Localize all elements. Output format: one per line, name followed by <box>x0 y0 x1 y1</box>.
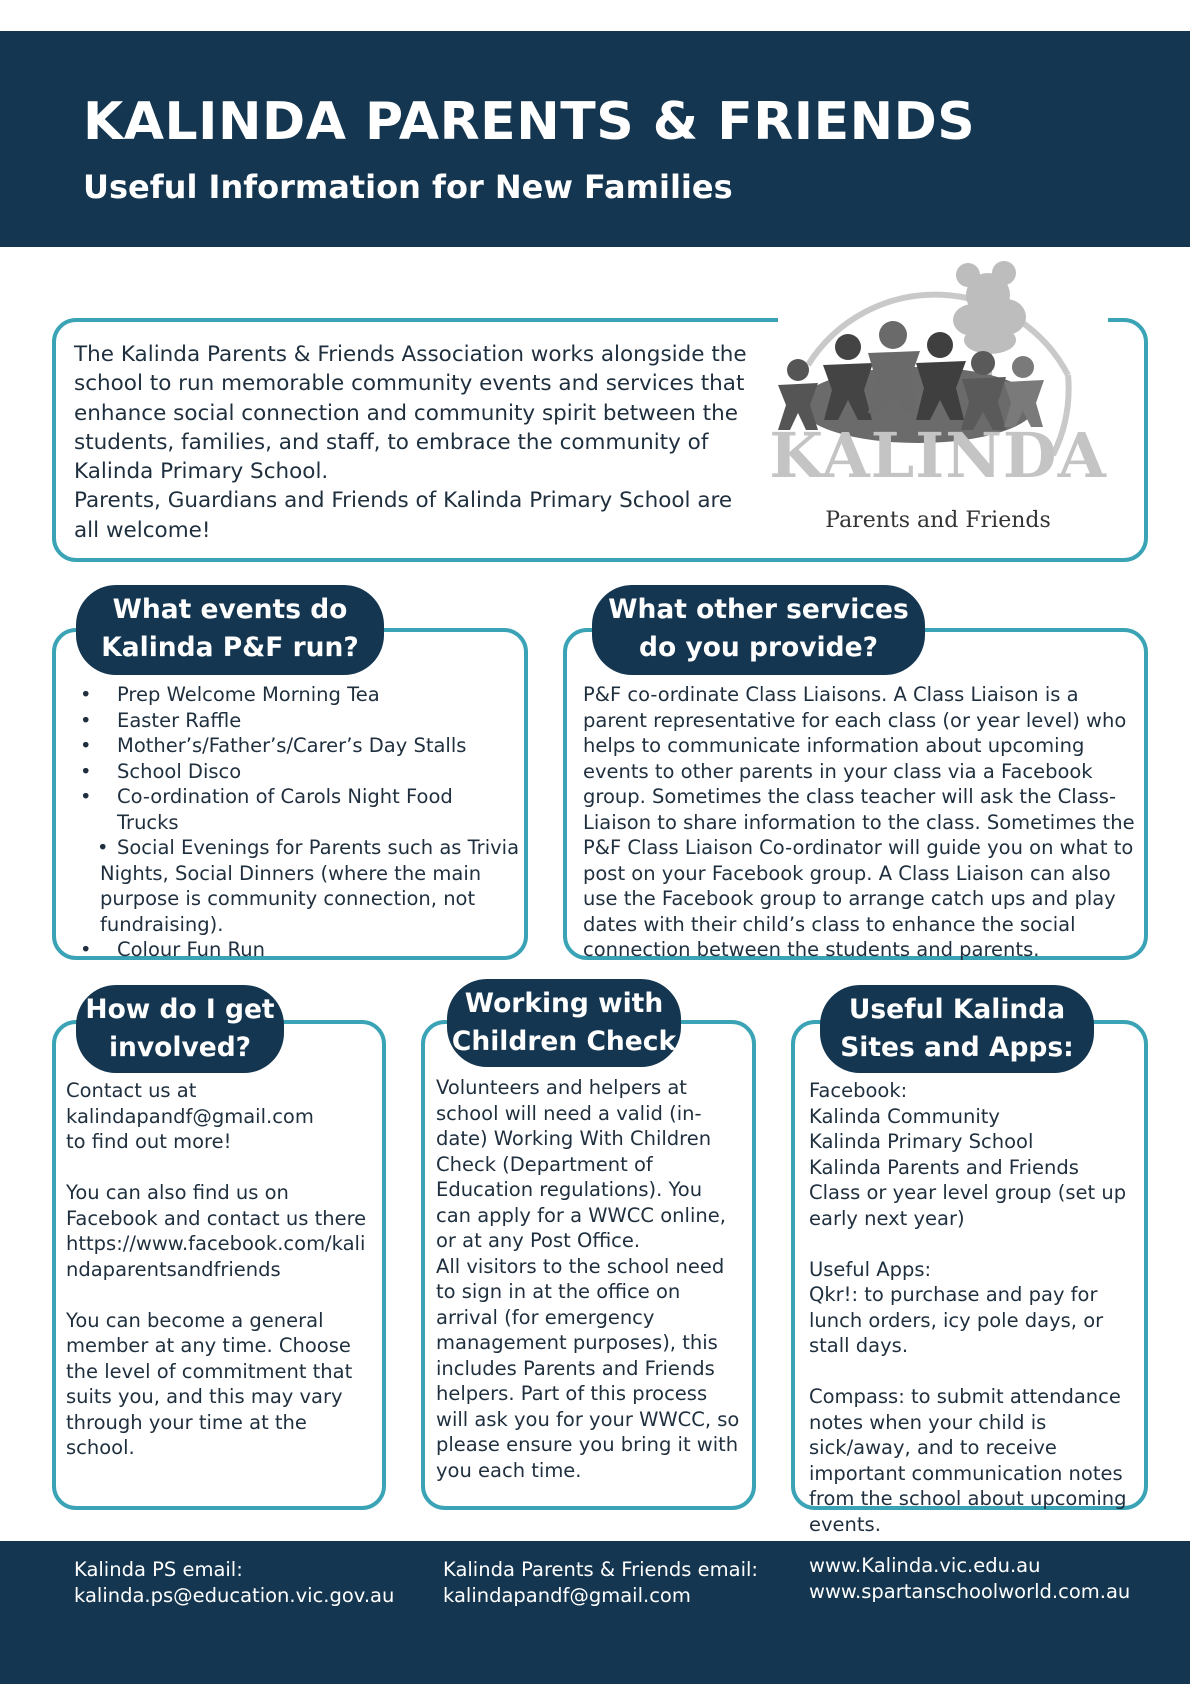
services-heading-line2: do you provide? <box>639 632 878 663</box>
kalinda-pf-logo <box>768 255 1108 545</box>
apps-heading-line1: Useful Kalinda <box>848 994 1066 1025</box>
footer-pf-label: Kalinda Parents & Friends email: <box>443 1558 758 1581</box>
footer-site-link-1[interactable]: www.Kalinda.vic.edu.au <box>809 1554 1041 1577</box>
page-subtitle: Useful Information for New Families <box>83 168 733 206</box>
involved-heading-line1: How do I get <box>85 994 275 1025</box>
apps-text: Facebook: Kalinda Community Kalinda Primary School Kalinda Parents and Friends Class or year level group (set up early next year) Useful Apps: Qkr!: to purchase and pay for lunch orders, icy pole days, or stall days. Compass: to submit attendance notes when your child is sick/away, and to receive important communication notes from the school about upcoming events. <box>809 1079 1127 1536</box>
logo-tagline: Parents and Friends <box>825 508 1051 533</box>
involved-text: Contact us at kalindapandf@gmail.com to find out more! You can also find us on Facebook and contact us there https://www.facebook.com/kali ndaparentsandfriends You can become a general member at any time. Choose the level of commitment that suits you, and this may vary through your time at the school. <box>66 1079 367 1459</box>
list-item: • Colour Fun Run <box>80 937 520 963</box>
footer-school-label: Kalinda PS email: <box>74 1558 243 1581</box>
events-list <box>80 682 520 963</box>
services-text: P&F co-ordinate Class Liaisons. A Class Liaison is a parent representative for each class (or year level) who helps to communicate information about upcoming events to other parents in your class via a Facebook group. Sometimes the class teacher will ask the Class-Liaison to share information to the class. Sometimes the P&F Class Liaison Co-ordinator will guide you on what to post on your Facebook group. A Class Liaison can also use the Facebook group to arrange catch ups and play dates with their child’s class to enhance the social connection between the students and parents. <box>583 683 1135 961</box>
footer-websites <box>809 1553 1130 1604</box>
wwcc-heading <box>447 979 681 1067</box>
events-heading-line1: What events do <box>112 594 348 625</box>
events-heading-line2: Kalinda P&F run? <box>101 632 359 663</box>
logo-wordmark: KALINDA <box>769 419 1107 492</box>
page-title: KALINDA PARENTS & FRIENDS <box>83 92 976 152</box>
services-heading <box>592 585 925 675</box>
involved-heading-line2: involved? <box>108 1032 252 1063</box>
apps-heading-line2: Sites and Apps: <box>840 1032 1074 1063</box>
list-item: • Co-ordination of Carols Night Food Trucks <box>80 784 520 835</box>
footer-school-email <box>74 1557 394 1608</box>
wwcc-text: Volunteers and helpers at school will need a valid (in-date) Working With Children Check (Department of Education regulations). You can apply for a WWCC online, or at any Post Office. All visitors to the school need to sign in at the office on arrival (for emergency management purposes), this includes Parents and Friends helpers. Part of this process will ask you for your WWCC, so please ensure you bring it with you each time. <box>436 1076 740 1482</box>
wwcc-heading-line2: Children Check <box>451 1026 677 1057</box>
footer-pf-email-link[interactable]: kalindapandf@gmail.com <box>443 1583 691 1607</box>
list-item: • Easter Raffle <box>80 708 520 734</box>
footer-school-email-link[interactable]: kalinda.ps@education.vic.gov.au <box>74 1583 395 1607</box>
list-item: • Prep Welcome Morning Tea <box>80 682 520 708</box>
list-item: • School Disco <box>80 759 520 785</box>
footer-pf-email <box>443 1557 758 1608</box>
apps-heading <box>820 985 1094 1073</box>
list-item: • Mother’s/Father’s/Carer’s Day Stalls <box>80 733 520 759</box>
footer-site-link-2[interactable]: www.spartanschoolworld.com.au <box>809 1579 1131 1603</box>
services-heading-line1: What other services <box>608 594 909 625</box>
events-heading <box>76 585 384 675</box>
list-item: • Social Evenings for Parents such as Trivia Nights, Social Dinners (where the main purpose is community connection, not fundraising). <box>80 835 520 937</box>
intro-text: The Kalinda Parents & Friends Association works alongside the school to run memorable community events and services that enhance social connection and community spirit between the students, families, and staff, to embrace the community of Kalinda Primary School. Parents, Guardians and Friends of Kalinda Primary School are all welcome! <box>74 342 747 543</box>
involved-heading <box>76 985 284 1073</box>
wwcc-heading-line1: Working with <box>464 988 664 1019</box>
